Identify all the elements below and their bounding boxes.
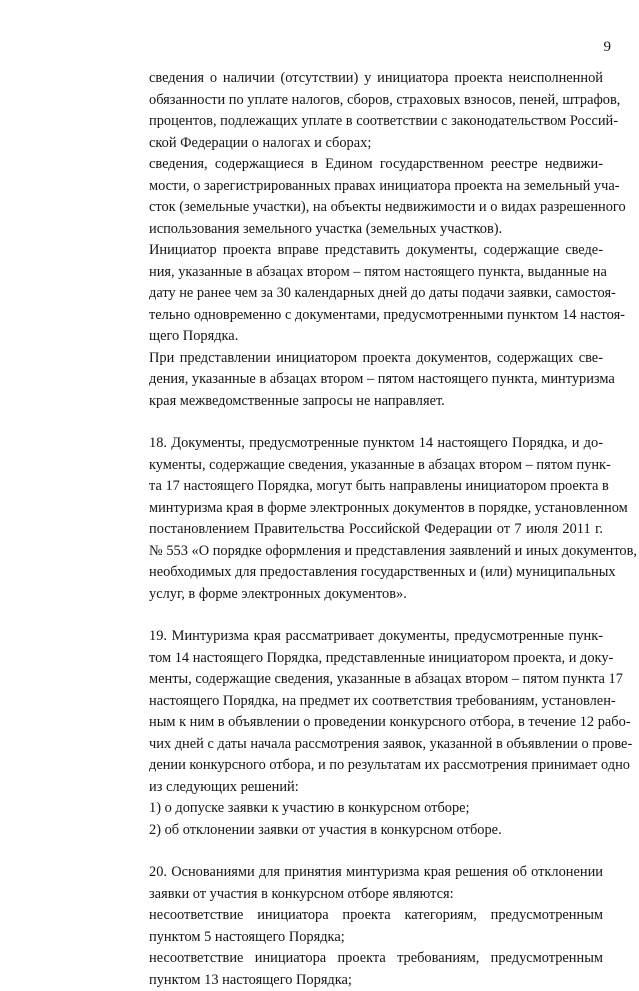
text-line: ным к ним в объявлении о проведении конкурсного отбора, в течение 12 рабо- [118, 712, 603, 734]
text-line: пунктом 5 настоящего Порядка; [118, 927, 603, 949]
text-line: чих дней с даты начала рассмотрения заявок, указанной в объявлении о прове- [118, 734, 603, 756]
text-line: настоящего Порядка, на предмет их соответствия требованиям, установлен- [118, 691, 603, 713]
paragraph [118, 433, 603, 605]
paragraph [118, 626, 603, 798]
text-line: несоответствие инициатора проекта категориям, предусмотренным [118, 905, 603, 927]
text-line: сведения, содержащиеся в Едином государственном реестре недвижи- [118, 154, 603, 176]
page-number: 9 [604, 38, 612, 56]
paragraph [118, 905, 603, 948]
text-line: 1) о допуске заявки к участию в конкурсном отборе; [118, 798, 603, 820]
text-line: ния, указанные в абзацах втором – пятом настоящего пункта, выданные на [118, 262, 603, 284]
paragraph [118, 862, 603, 905]
paragraph [118, 798, 603, 820]
text-line: тельно одновременно с документами, предусмотренными пунктом 14 настоя- [118, 305, 603, 327]
text-line: дения, указанные в абзацах втором – пятом настоящего пункта, минтуризма [118, 369, 603, 391]
text-line: № 553 «О порядке оформления и представления заявлений и иных документов, [118, 541, 603, 563]
text-line: сведения о наличии (отсутствии) у инициатора проекта неисполненной [118, 68, 603, 90]
text-line: та 17 настоящего Порядка, могут быть направлены инициатором проекта в [118, 476, 603, 498]
text-line: 19. Минтуризма края рассматривает документы, предусмотренные пунк- [118, 626, 603, 648]
text-line: необходимых для предоставления государственных и (или) муниципальных [118, 562, 603, 584]
paragraph [118, 348, 603, 413]
paragraph [118, 68, 603, 154]
text-line: постановлением Правительства Российской Федерации от 7 июля 2011 г. [118, 519, 603, 541]
text-line: из следующих решений: [118, 777, 603, 799]
document-body [118, 68, 603, 991]
paragraph [118, 240, 603, 348]
text-line: мости, о зарегистрированных правах инициатора проекта на земельный уча- [118, 176, 603, 198]
text-line: щего Порядка. [118, 326, 603, 348]
text-line: заявки от участия в конкурсном отборе являются: [118, 884, 603, 906]
text-line: края межведомственные запросы не направляет. [118, 391, 603, 413]
text-line: пунктом 13 настоящего Порядка; [118, 970, 603, 991]
text-line: дату не ранее чем за 30 календарных дней до даты подачи заявки, самостоя- [118, 283, 603, 305]
text-line: менты, содержащие сведения, указанные в абзацах втором – пятом пункта 17 [118, 669, 603, 691]
text-line: Инициатор проекта вправе представить документы, содержащие сведе- [118, 240, 603, 262]
text-line: процентов, подлежащих уплате в соответствии с законодательством Россий- [118, 111, 603, 133]
paragraph [118, 154, 603, 240]
paragraph [118, 820, 603, 842]
text-line: кументы, содержащие сведения, указанные в абзацах втором – пятом пунк- [118, 455, 603, 477]
text-line: использования земельного участка (земельных участков). [118, 219, 603, 241]
text-line: дении конкурсного отбора, и по результатам их рассмотрения принимает одно [118, 755, 603, 777]
text-line: 20. Основаниями для принятия минтуризма края решения об отклонении [118, 862, 603, 884]
text-line: ской Федерации о налогах и сборах; [118, 133, 603, 155]
text-line: обязанности по уплате налогов, сборов, страховых взносов, пеней, штрафов, [118, 90, 603, 112]
text-line: 2) об отклонении заявки от участия в конкурсном отборе. [118, 820, 603, 842]
paragraph [118, 948, 603, 991]
text-line: 18. Документы, предусмотренные пунктом 14 настоящего Порядка, и до- [118, 433, 603, 455]
text-line: минтуризма края в форме электронных документов в порядке, установленном [118, 498, 603, 520]
text-line: При представлении инициатором проекта документов, содержащих све- [118, 348, 603, 370]
text-line: том 14 настоящего Порядка, представленные инициатором проекта, и доку- [118, 648, 603, 670]
text-line: услуг, в форме электронных документов». [118, 584, 603, 606]
text-line: несоответствие инициатора проекта требованиям, предусмотренным [118, 948, 603, 970]
text-line: сток (земельные участки), на объекты недвижимости и о видах разрешенного [118, 197, 603, 219]
